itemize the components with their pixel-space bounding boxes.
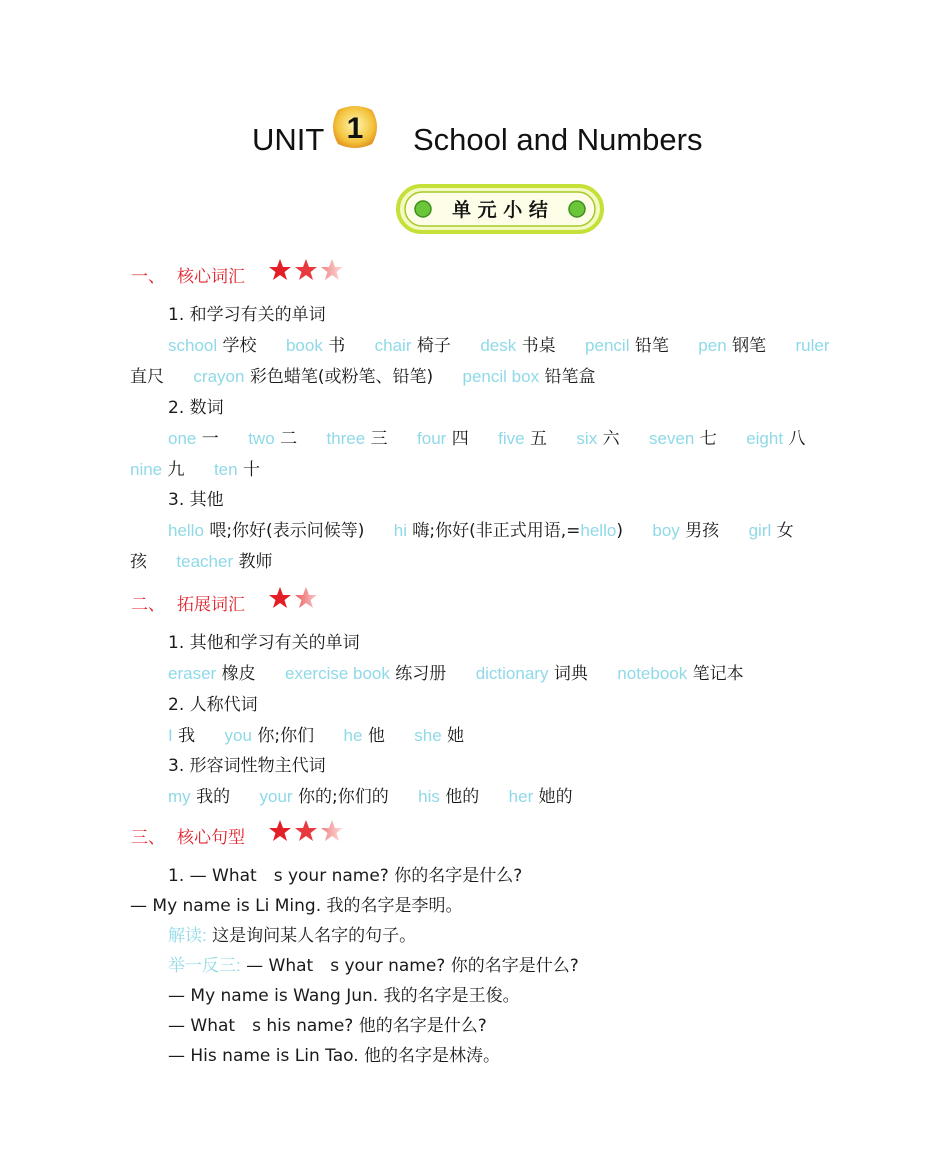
star-icon (269, 259, 291, 280)
s2-sub3: 3. 形容词性物主代词 (168, 756, 326, 776)
half-star-icon (321, 820, 343, 841)
star-icon (269, 820, 291, 841)
title-name: School and Numbers (413, 122, 703, 157)
section-1-stars (268, 258, 348, 286)
s1-numbers-row-1: one 一 two 二 three 三 four 四 five 五 six 六 seven 七 eight 八 (168, 429, 806, 449)
s3-extension-1: 举一反三: — What s your name? 你的名字是什么? (168, 956, 579, 976)
s3-extension-3: — What s his name? 他的名字是什么? (168, 1016, 487, 1036)
s2-pronoun-row: I 我 you 你;你们 he 他 she 她 (168, 726, 465, 746)
summary-banner (396, 184, 604, 234)
star-icon (295, 820, 317, 841)
s3-explain: 解读: 这是询问某人名字的句子。 (168, 926, 417, 946)
s3-answer-1: — My name is Li Ming. 我的名字是李明。 (130, 896, 463, 916)
s2-sub2: 2. 人称代词 (168, 695, 258, 715)
half-star-icon (321, 259, 343, 280)
s1-vocab-row-2: 直尺 crayon 彩色蜡笔(或粉笔、铅笔) pencil box 铅笔盒 (130, 367, 596, 387)
unit-number-badge (330, 104, 380, 154)
s1-vocab-row-1: school 学校 book 书 chair 椅子 desk 书桌 pencil 铅笔 pen 钢笔 ruler (168, 336, 830, 356)
s3-extension-4: — His name is Lin Tao. 他的名字是林涛。 (168, 1046, 501, 1066)
s1-sub1: 1. 和学习有关的单词 (168, 305, 326, 325)
s3-question-1: 1. — What s your name? 你的名字是什么? (168, 866, 523, 886)
section-2-heading: 二、 拓展词汇 (131, 595, 245, 615)
section-3-stars (268, 819, 348, 847)
s3-extension-2: — My name is Wang Jun. 我的名字是王俊。 (168, 986, 520, 1006)
s1-numbers-row-2: nine 九 ten 十 (130, 460, 260, 480)
unit-number: 1 (346, 112, 364, 145)
section-3-heading: 三、 核心句型 (131, 828, 245, 848)
s1-sub3: 3. 其他 (168, 490, 224, 510)
star-icon (295, 259, 317, 280)
s1-sub2: 2. 数词 (168, 398, 224, 418)
section-2-stars (268, 586, 324, 614)
section-1-heading: 一、 核心词汇 (131, 267, 245, 287)
banner-text: 单 元 小 结 (452, 199, 548, 221)
s2-vocab-row: eraser 橡皮 exercise book 练习册 dictionary 词典 notebook 笔记本 (168, 664, 744, 684)
s1-other-row-2: 孩 teacher 教师 (130, 552, 273, 572)
title-unit: UNIT (252, 122, 325, 157)
s2-possessive-row: my 我的 your 你的;你们的 his 他的 her 她的 (168, 787, 573, 807)
s1-other-row-1: hello 喂;你好(表示问候等) hi 嗨;你好(非正式用语,=hello) boy 男孩 girl 女 (168, 521, 794, 541)
half-star-icon (295, 587, 317, 608)
s2-sub1: 1. 其他和学习有关的单词 (168, 633, 360, 653)
star-icon (269, 587, 291, 608)
